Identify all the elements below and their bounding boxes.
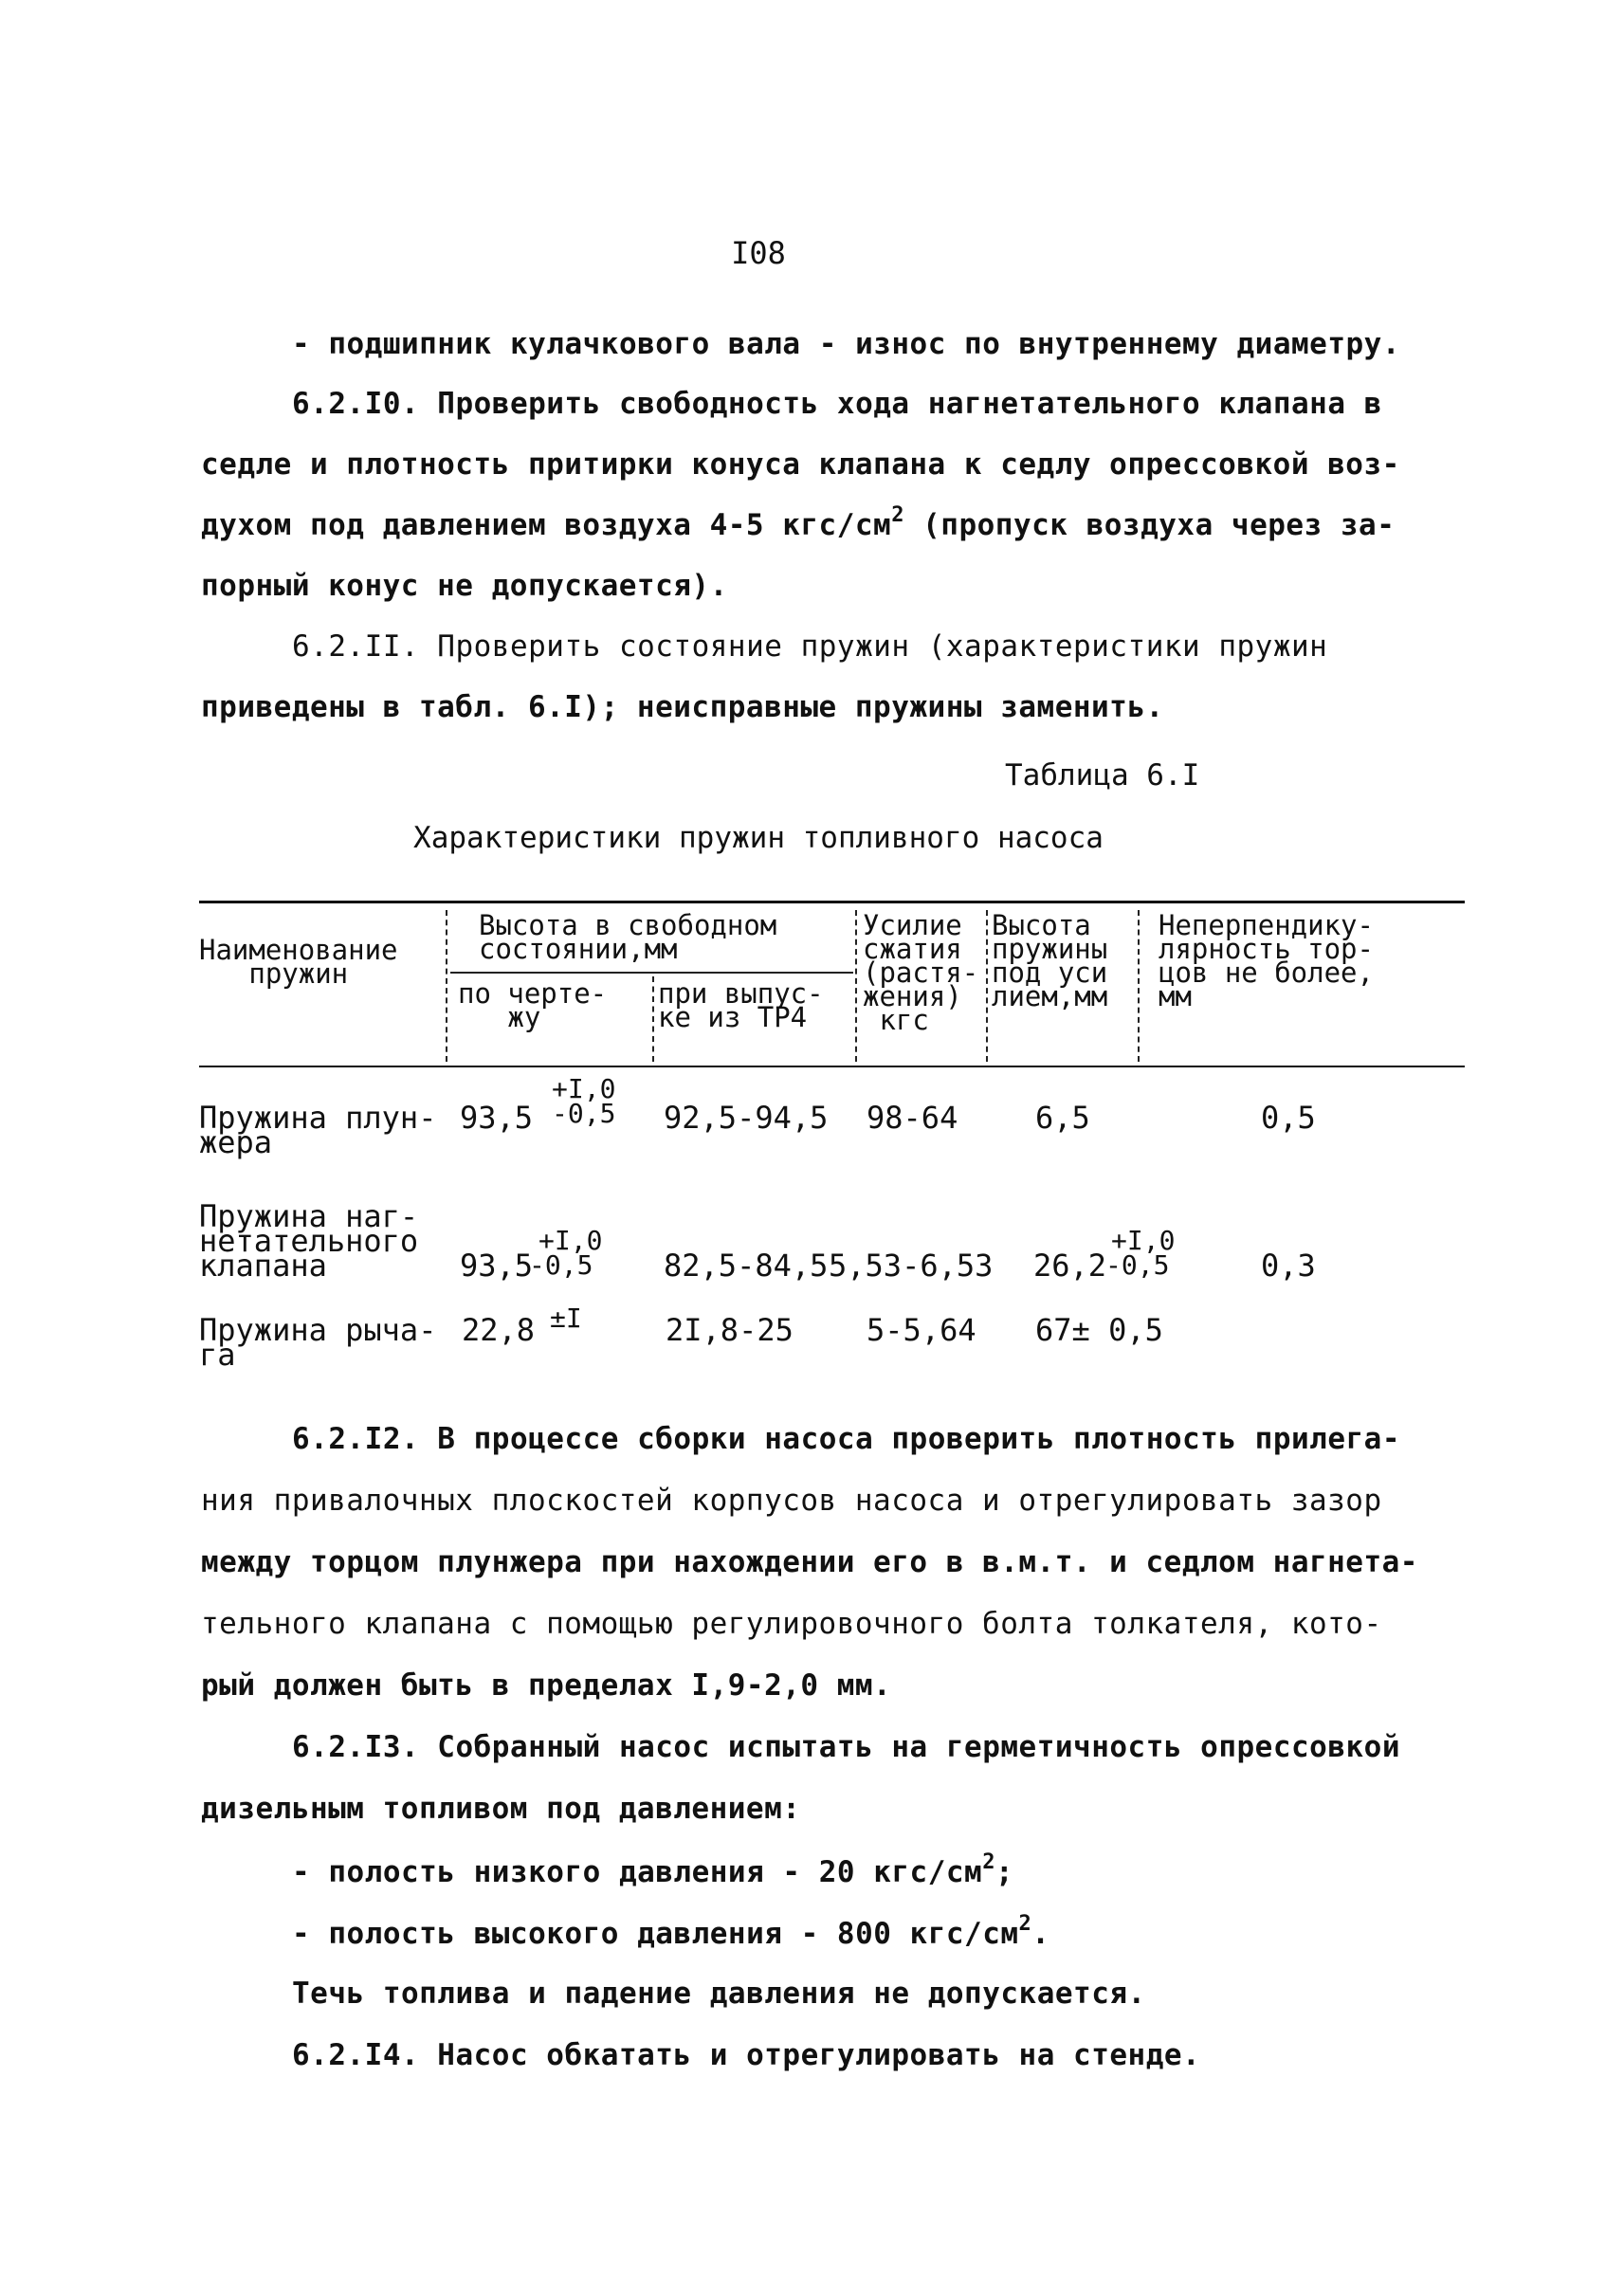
row-plunger-release: 92,5-94,5 [664, 1100, 829, 1136]
row-valve-tol-lower: -0,5 [529, 1249, 593, 1281]
text-line: тельного клапана с помощью регулировочного болта толкателя, кото- [201, 1607, 1382, 1641]
row-lever-tol: ±I [550, 1303, 582, 1334]
row-plunger-force: 98-64 [867, 1100, 958, 1136]
text-line: - подшипник кулачкового вала - износ по внутреннему диаметру. [292, 327, 1400, 361]
table-header-rule [199, 1066, 1465, 1067]
text-line [292, 1850, 1014, 1889]
text-line: 6.2.I4. Насос обкатать и отрегулировать на стенде. [292, 2038, 1201, 2072]
column-divider [1138, 910, 1140, 1062]
header-at-release: при выпус- ке из ТР4 [658, 977, 824, 1033]
text-segment: ; [994, 1855, 1014, 1889]
text-line: ния привалочных плоскостей корпусов насоса и отрегулировать зазор [201, 1484, 1382, 1518]
row-valve-height-tol-upper: +I,0 [1111, 1225, 1176, 1256]
text-segment: (пропуск воздуха через за- [903, 508, 1396, 542]
page-number: I08 [731, 235, 786, 271]
superscript: 2 [891, 503, 904, 527]
column-divider [446, 910, 447, 1062]
row-lever-height-load: 67± 0,5 [1035, 1312, 1163, 1348]
row-plunger-drawing: 93,5 [460, 1100, 534, 1136]
column-divider [986, 910, 988, 1062]
row-valve-force: 5,53-6,53 [829, 1248, 994, 1284]
text-line: 6.2.I0. Проверить свободность хода нагнетательного клапана в [292, 387, 1382, 421]
column-divider [652, 976, 654, 1062]
superscript: 2 [982, 1850, 995, 1874]
row-valve-release: 82,5-84,5 [664, 1248, 829, 1284]
row-plunger-tol-upper: +I,0 [552, 1073, 616, 1104]
row-valve-drawing: 93,5 [460, 1248, 534, 1284]
text-line [201, 503, 1396, 542]
text-line: рый должен быть в пределах I,9-2,0 мм. [201, 1668, 892, 1703]
row-plunger-tol-lower: -0,5 [552, 1098, 616, 1129]
row-lever-name: Пружина рыча- га [199, 1312, 437, 1373]
column-divider [855, 910, 857, 1062]
text-segment: духом под давлением воздуха 4-5 кгс/см [201, 508, 892, 542]
header-height-under-load: Высота пружины под уси лием,мм [992, 909, 1108, 1012]
text-segment: - полость низкого давления - 20 кгс/см [292, 1855, 983, 1889]
table-number: Таблица 6.I [1005, 758, 1200, 793]
text-line: между торцом плунжера при нахождении его в в.м.т. и седлом нагнета- [201, 1545, 1418, 1579]
text-line: Течь топлива и падение давления не допускается. [292, 1977, 1146, 2011]
superscript: 2 [1018, 1912, 1032, 1936]
header-height-free: Высота в свободном состоянии,мм [479, 909, 777, 965]
table-caption: Характеристики пружин топливного насоса [413, 821, 1104, 855]
text-line: дизельным топливом под давлением: [201, 1792, 801, 1826]
row-plunger-name: Пружина плун- жера [199, 1100, 437, 1160]
text-line: 6.2.I2. В процессе сборки насоса проверить плотность прилега- [292, 1422, 1400, 1456]
text-line: 6.2.I3. Собранный насос испытать на герметичность опрессовкой [292, 1730, 1400, 1764]
row-valve-name: Пружина наг- нетательного клапана [199, 1198, 419, 1284]
row-lever-release: 2I,8-25 [666, 1312, 794, 1348]
row-valve-height-tol-lower: -0,5 [1105, 1249, 1170, 1281]
row-valve-tol-upper: +I,0 [538, 1225, 603, 1256]
row-lever-drawing: 22,8 [462, 1312, 536, 1348]
row-valve-nonperp: 0,3 [1261, 1248, 1316, 1284]
header-by-drawing: по черте- жу [458, 977, 608, 1033]
header-force: Усилие сжатия (растя- жения) кгс [863, 909, 979, 1036]
text-segment: . [1031, 1917, 1050, 1951]
text-segment: - полость высокого давления - 800 кгс/см [292, 1917, 1019, 1951]
row-lever-force: 5-5,64 [867, 1312, 976, 1348]
row-plunger-nonperp: 0,5 [1261, 1100, 1316, 1136]
header-name: Наименование пружин [199, 934, 398, 990]
text-line [292, 1912, 1050, 1951]
text-line: седле и плотность притирки конуса клапана к седлу опрессовкой воз- [201, 447, 1400, 482]
table-top-rule [199, 901, 1465, 903]
text-line: приведены в табл. 6.I); неисправные пружины заменить. [201, 690, 1164, 724]
header-nonperpendicularity: Неперпендику- лярность тор- цов не более, мм [1159, 909, 1374, 1012]
row-valve-height-load: 26,2 [1033, 1248, 1107, 1284]
text-line: 6.2.II. Проверить состояние пружин (характеристики пружин [292, 629, 1328, 664]
row-plunger-height-load: 6,5 [1035, 1100, 1090, 1136]
text-line: порный конус не допускается). [201, 569, 728, 603]
subheader-rule [450, 972, 853, 974]
